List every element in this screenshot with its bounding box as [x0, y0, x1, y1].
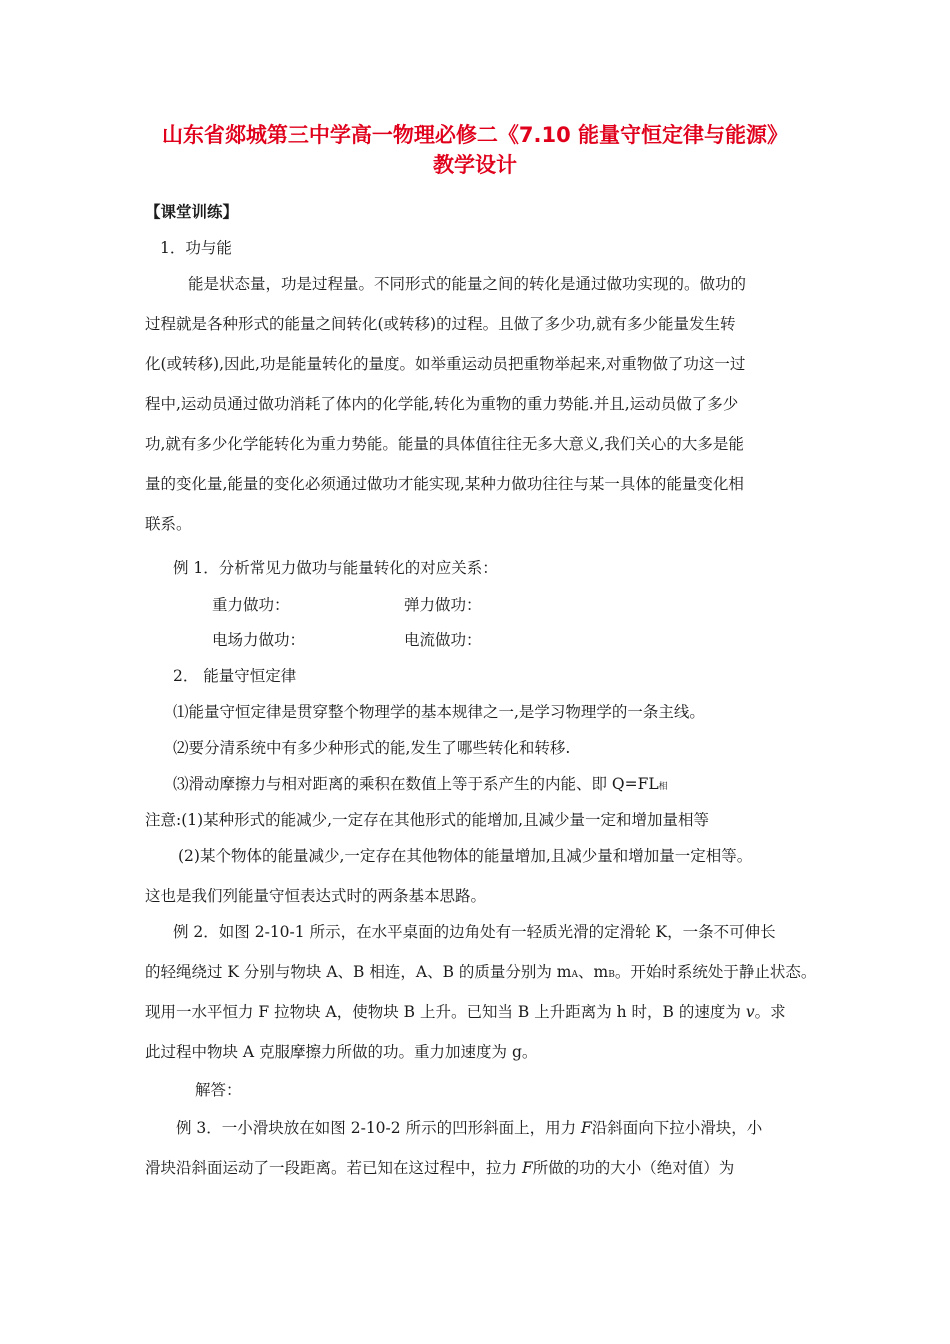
- example-2-line-2-part-b: 、m: [578, 963, 609, 981]
- example-3-line-1-part-a: 例 3．一小滑块放在如图 2-10-2 所示的凹形斜面上，用力: [176, 1119, 581, 1137]
- example-2-line-1: 例 2．如图 2-10-1 所示，在水平桌面的边角处有一轻质光滑的定滑轮 K，一条不可伸长: [173, 923, 776, 941]
- example-1-item-elastic-work: 弹力做功：: [404, 596, 482, 614]
- paragraph-line: 程中,运动员通过做功消耗了体内的化学能,转化为重物的重力势能.并且,运动员做了多少: [145, 395, 739, 413]
- example-2-line-3-part-b: 。求: [754, 1003, 786, 1021]
- paragraph-line: 量的变化量,能量的变化必须通过做功才能实现,某种力做功往往与某一具体的能量变化相: [145, 475, 744, 493]
- law-point-3-subscript: 相: [658, 782, 668, 792]
- example-2-line-2: [145, 960, 825, 987]
- answer-label: 解答：: [195, 1081, 242, 1099]
- example-2-line-2-part-c: 。开始时系统处于静止状态。: [614, 963, 817, 981]
- force-symbol: F: [521, 1159, 533, 1177]
- paragraph-line: 过程就是各种形式的能量之间转化(或转移)的过程。且做了多少功,就有多少能量发生转: [145, 315, 736, 333]
- subsection-1-heading: 1．功与能: [160, 239, 232, 257]
- paragraph-line: 联系。: [145, 515, 192, 533]
- mass-a-subscript: A: [571, 970, 579, 980]
- law-point-3-text: ⑶滑动摩擦力与相对距离的乘积在数值上等于系产生的内能、即 Q=FL: [173, 775, 659, 793]
- example-1-item-current-work: 电流做功：: [404, 631, 482, 649]
- example-3-line-2-part-a: 滑块沿斜面运动了一段距离。若已知在这过程中，拉力: [145, 1159, 522, 1177]
- paragraph-line: 功,就有多少化学能转化为重力势能。能量的具体值往往无多大意义,我们关心的大多是能: [145, 435, 744, 453]
- example-3-line-2-part-b: 所做的功的大小（绝对值）为: [532, 1159, 735, 1177]
- example-2-line-3-part-a: 现用一水平恒力 F 拉物块 A，使物块 B 上升。已知当 B 上升距离为 h 时，B 的速度为: [145, 1003, 746, 1021]
- mass-b-subscript: B: [608, 970, 615, 980]
- example-2-line-2-part-a: 的轻绳绕过 K 分别与物块 A、B 相连，A、B 的质量分别为 m: [145, 963, 572, 981]
- section-heading: 【课堂训练】: [145, 203, 239, 221]
- law-point-1: ⑴能量守恒定律是贯穿整个物理学的基本规律之一,是学习物理学的一条主线。: [173, 703, 705, 721]
- example-1-text: 例 1．分析常见力做功与能量转化的对应关系：: [173, 559, 498, 577]
- note-line-3: 这也是我们列能量守恒表达式时的两条基本思路。: [145, 887, 487, 905]
- paragraph-line: 能是状态量，功是过程量。不同形式的能量之间的转化是通过做功实现的。做功的: [188, 275, 747, 293]
- force-symbol: F: [581, 1119, 592, 1137]
- document-title-line-2: 教学设计: [433, 153, 517, 177]
- example-1-item-gravity-work: 重力做功：: [212, 596, 290, 614]
- example-3-line-1: [176, 1116, 856, 1140]
- document-title-line-1: 山东省郯城第三中学高一物理必修二《7.10 能量守恒定律与能源》: [161, 123, 789, 147]
- example-2-line-3: [145, 1000, 825, 1024]
- note-line-2: (2)某个物体的能量减少,一定存在其他物体的能量增加,且减少量和增加量一定相等。: [178, 847, 753, 865]
- paragraph-line: 化(或转移),因此,功是能量转化的量度。如举重运动员把重物举起来,对重物做了功这一过: [145, 355, 746, 373]
- example-2-line-4: 此过程中物块 A 克服摩擦力所做的功。重力加速度为 g。: [145, 1043, 538, 1061]
- example-3-line-2: [145, 1156, 825, 1180]
- velocity-symbol: v: [745, 1003, 755, 1021]
- example-3-line-1-part-b: 沿斜面向下拉小滑块，小: [591, 1119, 763, 1137]
- law-point-2: ⑵要分清系统中有多少种形式的能,发生了哪些转化和转移.: [173, 739, 571, 757]
- note-line-1: 注意:(1)某种形式的能减少,一定存在其他形式的能增加,且减少量一定和增加量相等: [145, 811, 710, 829]
- subsection-2-heading: 2． 能量守恒定律: [173, 667, 297, 685]
- example-1-item-electric-field-work: 电场力做功：: [212, 631, 306, 649]
- law-point-3: [173, 772, 853, 799]
